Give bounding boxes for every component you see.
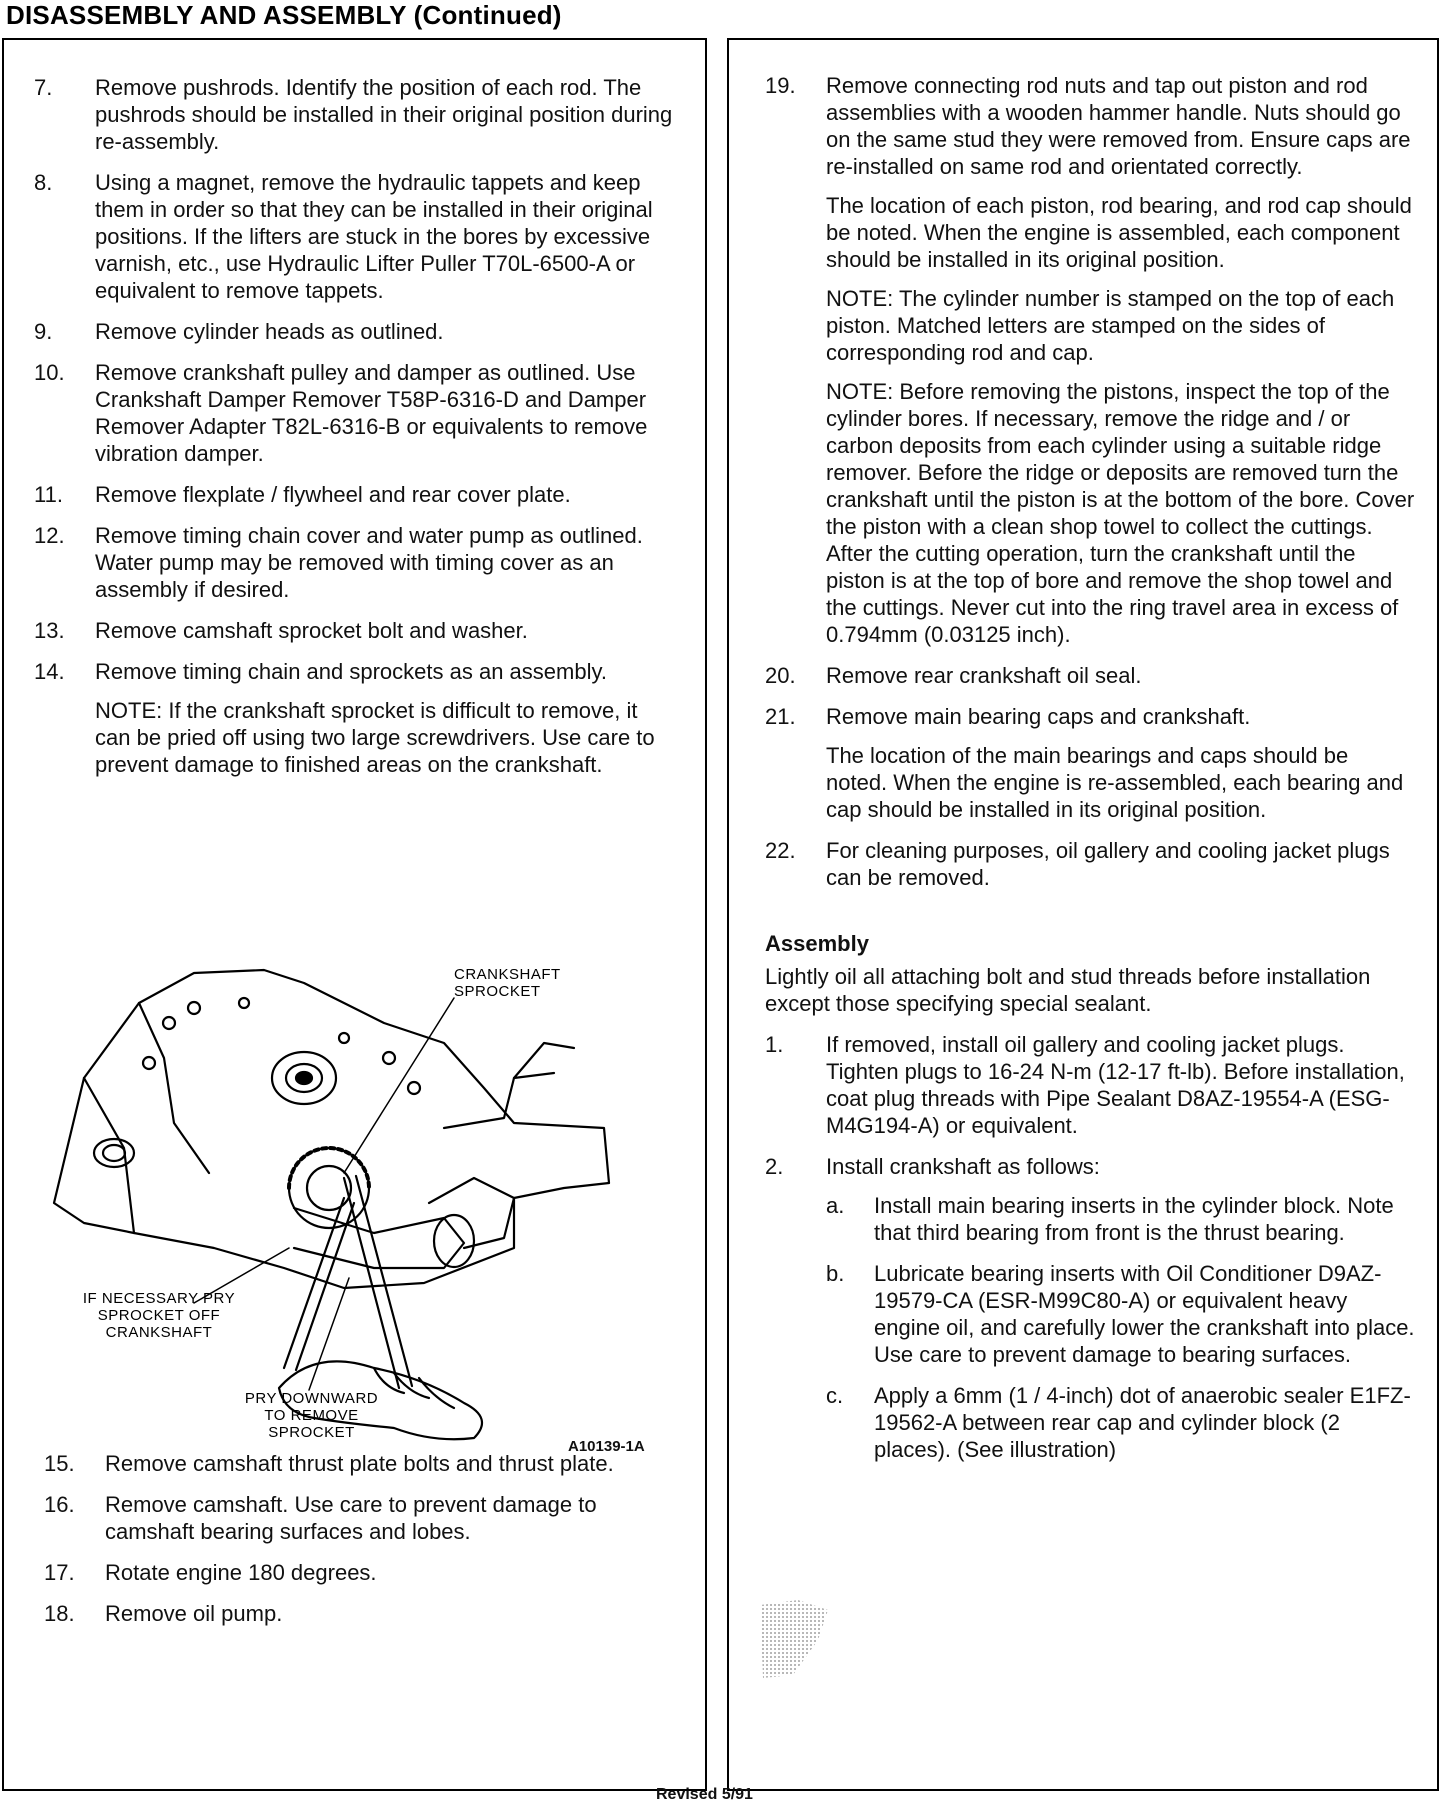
- callout-crankshaft-sprocket: CRANKSHAFT SPROCKET: [454, 966, 561, 1000]
- bracket-rod-2: [514, 1043, 574, 1078]
- substep-label: a.: [826, 1193, 845, 1218]
- step-number: 9.: [34, 319, 53, 344]
- step-number: 13.: [34, 618, 65, 643]
- step-14: [34, 658, 674, 778]
- leader-crankshaft-sprocket: [344, 998, 454, 1173]
- assembly-step-1: [765, 1031, 1415, 1139]
- step-18: [44, 1600, 684, 1627]
- figure-id: A10139-1A: [568, 1438, 645, 1455]
- step-number: 22.: [765, 838, 796, 863]
- assembly-intro: Lightly oil all attaching bolt and stud threads before installation except those specifying special sealant.: [765, 964, 1371, 1016]
- halftone-artifact: [758, 1600, 848, 1680]
- substep-c: [826, 1382, 1415, 1463]
- step-15: [44, 1450, 684, 1477]
- step-text: Rotate engine 180 degrees.: [105, 1560, 377, 1585]
- engine-block-outline: [54, 970, 609, 1288]
- screwdriver-2: [344, 1178, 399, 1388]
- bolt-hole: [188, 1002, 200, 1014]
- substep-a: [826, 1192, 1415, 1246]
- oil-seal: [94, 1139, 134, 1167]
- bolt-hole: [408, 1082, 420, 1094]
- step-text: Remove camshaft thrust plate bolts and thrust plate.: [105, 1451, 614, 1476]
- crankshaft-end: [434, 1215, 474, 1267]
- step-text: Remove oil pump.: [105, 1601, 283, 1626]
- page-title: DISASSEMBLY AND ASSEMBLY (Continued): [6, 0, 562, 30]
- bolt-hole: [239, 998, 249, 1008]
- step-number: 8.: [34, 170, 53, 195]
- screwdriver-1: [284, 1198, 344, 1368]
- step-text: Remove camshaft. Use care to prevent damage to camshaft bearing surfaces and lobes.: [105, 1492, 597, 1544]
- step-20: [765, 662, 1415, 689]
- step-number: 17.: [44, 1560, 75, 1585]
- revision-footer: Revised 5/91: [656, 1786, 753, 1803]
- callout-pry-downward: PRY DOWNWARD TO REMOVE SPROCKET: [244, 1390, 379, 1441]
- step-text: Remove timing chain and sprockets as an assembly.: [95, 659, 607, 684]
- step-text: If removed, install oil gallery and cooling jacket plugs. Tighten plugs to 16-24 N-m (12-17 ft-lb). Before installation, coat plug threads with Pipe Sealant D8AZ-19554-A (ESG-M4G194-A) or equivalent.: [826, 1032, 1405, 1138]
- step-8: [34, 169, 674, 304]
- step-note: NOTE: If the crankshaft sprocket is difficult to remove, it can be pried off using two large screwdrivers. Use care to prevent damage to finished areas on the crankshaft.: [95, 698, 655, 777]
- left-column: [2, 38, 707, 1791]
- step-21: [765, 703, 1415, 823]
- step-number: 21.: [765, 704, 796, 729]
- bolt-hole: [143, 1057, 155, 1069]
- oil-seal-inner: [103, 1145, 125, 1161]
- step-10: [34, 359, 674, 467]
- step-text: Remove crankshaft pulley and damper as outlined. Use Crankshaft Damper Remover T58P-6316-D and Damper Remover Adapter T82L-6316-B or equivalents to remove vibration damper.: [95, 360, 648, 466]
- step-list-lower: [44, 1450, 684, 1641]
- bolt-hole: [339, 1033, 349, 1043]
- step-19: [765, 72, 1415, 648]
- step-text: Remove timing chain cover and water pump as outlined. Water pump may be removed with timing cover as an assembly if desired.: [95, 523, 643, 602]
- front-cover-edge-2: [139, 1003, 209, 1173]
- substep-text: Lubricate bearing inserts with Oil Conditioner D9AZ-19579-CA (ESR-M99C80-A) or equivalent heavy engine oil, and carefully lower the crankshaft into place. Use care to prevent damage to bearing surfaces.: [874, 1261, 1415, 1367]
- step-text: Remove pushrods. Identify the position of each rod. The pushrods should be installed in their original position during re-assembly.: [95, 75, 673, 154]
- step-number: 20.: [765, 663, 796, 688]
- step-number: 15.: [44, 1451, 75, 1476]
- step-text: Remove flexplate / flywheel and rear cover plate.: [95, 482, 571, 507]
- engine-illustration: [44, 948, 674, 1468]
- step-text: Remove connecting rod nuts and tap out piston and rod assemblies with a wooden hammer handle. Nuts should go on the same stud they were removed from. Ensure caps are re-installed on same rod and orientated correctly.: [826, 73, 1411, 179]
- step-16: [44, 1491, 684, 1545]
- step-text: Install crankshaft as follows:: [826, 1154, 1100, 1179]
- step-number: 12.: [34, 523, 65, 548]
- leader-pry-downward: [309, 1278, 349, 1390]
- step-number: 11.: [34, 482, 63, 507]
- camshaft-hub-core: [296, 1072, 312, 1084]
- step-number: 2.: [765, 1154, 784, 1179]
- step-text: The location of each piston, rod bearing, and rod cap should be noted. When the engine is assembled, each component should be installed in its original position.: [826, 193, 1412, 272]
- step-list-upper: [34, 74, 674, 792]
- step-text: Using a magnet, remove the hydraulic tappets and keep them in order so that they can be installed in their original positions. If the lifters are stuck in the bores by excessive varnish, etc., use Hydraulic Lifter Puller T70L-6500-A or equivalent to remove tappets.: [95, 170, 653, 303]
- step-text: Remove camshaft sprocket bolt and washer.: [95, 618, 528, 643]
- substep-b: [826, 1260, 1415, 1368]
- step-9: [34, 318, 674, 345]
- substep-text: Install main bearing inserts in the cylinder block. Note that third bearing from front is the thrust bearing.: [874, 1193, 1394, 1245]
- step-12: [34, 522, 674, 603]
- section-heading-assembly: Assembly: [765, 931, 869, 956]
- substep-label: b.: [826, 1261, 845, 1286]
- step-number: 18.: [44, 1601, 75, 1626]
- right-column: [727, 38, 1439, 1791]
- step-text: Remove main bearing caps and crankshaft.: [826, 704, 1251, 729]
- step-13: [34, 617, 674, 644]
- substep-label: c.: [826, 1383, 844, 1408]
- step-number: 14.: [34, 659, 65, 684]
- step-text: The location of the main bearings and caps should be noted. When the engine is re-assembled, each bearing and cap should be installed in its original position.: [826, 743, 1404, 822]
- substep-text: Apply a 6mm (1 / 4-inch) dot of anaerobic sealer E1FZ-19562-A between rear cap and cylinder block (2 places). (See illustration): [874, 1383, 1411, 1462]
- front-cover-edge: [84, 1078, 134, 1233]
- bolt-hole: [163, 1017, 175, 1029]
- step-number: 7.: [34, 75, 53, 100]
- step-number: 10.: [34, 360, 65, 385]
- step-number: 1.: [765, 1032, 784, 1057]
- step-17: [44, 1559, 684, 1586]
- step-number: 16.: [44, 1492, 75, 1517]
- step-note: NOTE: The cylinder number is stamped on the top of each piston. Matched letters are stamped on the sides of corresponding rod and cap.: [826, 286, 1395, 365]
- right-content: [765, 72, 1415, 1477]
- step-note: NOTE: Before removing the pistons, inspect the top of the cylinder bores. If necessary, remove the ridge and / or carbon deposits from each cylinder using a suitable ridge remover. Before the ridge or deposits are removed turn the crankshaft until the piston is at the bottom of the bore. Cover the piston with a clean shop towel to collect the cuttings. After the cutting operation, turn the crankshaft until the piston is at the top of bore and remove the shop towel and the cuttings. Never cut into the ring travel area in excess of 0.794mm (0.03125 inch).: [826, 379, 1415, 647]
- screwdriver-2b: [356, 1176, 412, 1386]
- bracket: [429, 1178, 514, 1248]
- step-11: [34, 481, 674, 508]
- step-text: Remove rear crankshaft oil seal.: [826, 663, 1142, 688]
- bolt-hole: [383, 1052, 395, 1064]
- step-22: [765, 837, 1415, 891]
- step-number: 19.: [765, 73, 796, 98]
- step-7: [34, 74, 674, 155]
- bracket-rod: [444, 1073, 554, 1128]
- step-text: Remove cylinder heads as outlined.: [95, 319, 444, 344]
- step-text: For cleaning purposes, oil gallery and cooling jacket plugs can be removed.: [826, 838, 1390, 890]
- callout-pry-off: IF NECESSARY PRY SPROCKET OFF CRANKSHAFT: [82, 1290, 236, 1341]
- assembly-step-2: [765, 1153, 1415, 1463]
